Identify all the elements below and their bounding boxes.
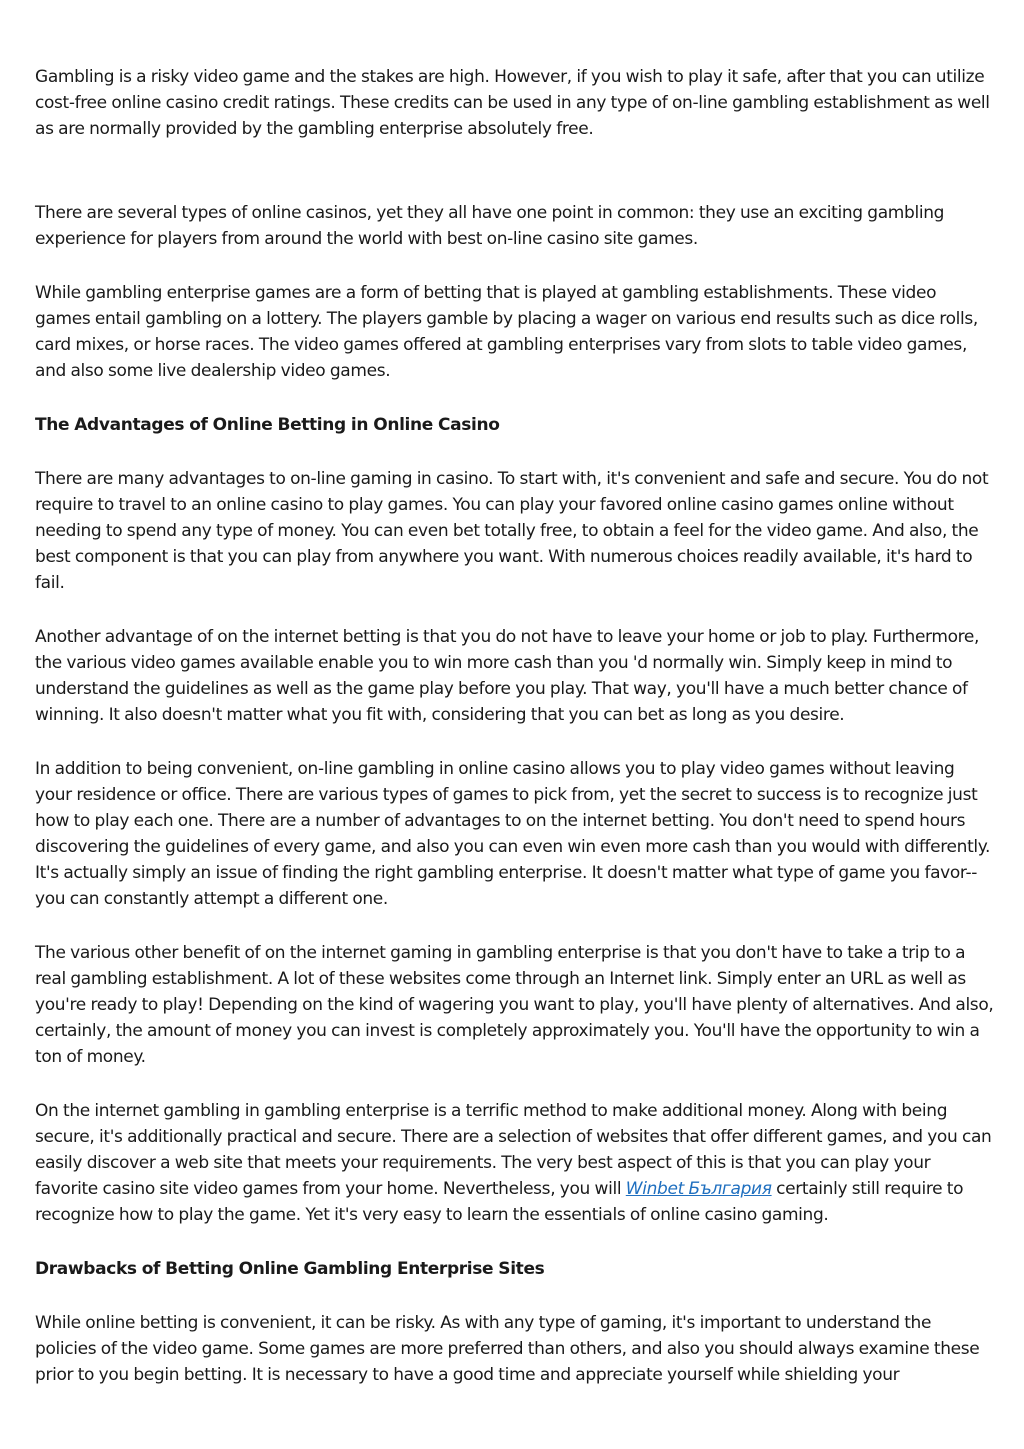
paragraph-advantages-5 — [35, 1098, 995, 1228]
paragraph-advantages-3: In addition to being convenient, on-line gambling in online casino allows you to play video games without leaving your residence or office. There are various types of games to pick from, yet the secret to success is to recognize just how to play each one. There are a number of advantages to on the internet betting. You don't need to spend hours discovering the guidelines of every game, and also you can even win even more cash than you would with differently. It's actually simply an issue of finding the right gambling enterprise. It doesn't matter what type of game you favor-- you can constantly attempt a different one. — [35, 759, 991, 909]
paragraph-advantages-2: Another advantage of on the internet betting is that you do not have to leave your home or job to play. Furthermore, the various video games available enable you to win more cash than you 'd normally win. Simply keep in mind to understand the guidelines as well as the game play before you play. That way, you'll have a much better chance of winning. It also doesn't matter what you fit with, considering that you can bet as long as you desire. — [35, 627, 980, 725]
paragraph-text-after-link: certainly still require to recognize how to play the game. Yet it's very easy to learn the essentials of online casino gaming. — [35, 1179, 964, 1225]
paragraph-casino-games: While gambling enterprise games are a form of betting that is played at gambling establishments. These video games entail gambling on a lottery. The players gamble by placing a wager on various end results such as dice rolls, card mixes, or horse races. The video games offered at gambling enterprises vary from slots to table video games, and also some live dealership video games. — [35, 283, 978, 381]
heading-advantages: The Advantages of Online Betting in Online Casino — [35, 415, 500, 435]
paragraph-text-before-link: On the internet gambling in gambling enterprise is a terrific method to make additional money. Along with being secure, it's additionally practical and secure. There are a selection of websites that offer different games, and you can easily discover a web site that meets your requirements. The very best aspect of this is that you can play your favorite casino site video games from your home. Nevertheless, you will — [35, 1101, 992, 1199]
article-body — [35, 64, 995, 1388]
paragraph-types: There are several types of online casinos, yet they all have one point in common: they use an exciting gambling experience for players from around the world with best on-line casino site games. — [35, 203, 945, 249]
heading-drawbacks: Drawbacks of Betting Online Gambling Enterprise Sites — [35, 1259, 545, 1279]
paragraph-intro: Gambling is a risky video game and the stakes are high. However, if you wish to play it safe, after that you can utilize cost-free online casino credit ratings. These credits can be used in any type of on-line gambling establishment as well as are normally provided by the gambling enterprise absolutely free. — [35, 67, 990, 139]
paragraph-advantages-1: There are many advantages to on-line gaming in casino. To start with, it's convenient and safe and secure. You do not require to travel to an online casino to play games. You can play your favored online casino games online without needing to spend any type of money. You can even bet totally free, to obtain a feel for the video game. And also, the best component is that you can play from anywhere you want. With numerous choices readily available, it's hard to fail. — [35, 469, 989, 593]
paragraph-drawbacks-1: While online betting is convenient, it can be risky. As with any type of gaming, it's important to understand the policies of the video game. Some games are more preferred than others, and also you should always examine these prior to you begin betting. It is necessary to have a good time and appreciate yourself while shielding your — [35, 1313, 980, 1385]
winbet-link[interactable]: Winbet България — [625, 1179, 772, 1199]
paragraph-advantages-4: The various other benefit of on the internet gaming in gambling enterprise is that you don't have to take a trip to a real gambling establishment. A lot of these websites come through an Internet link. Simply enter an URL as well as you're ready to play! Depending on the kind of wagering you want to play, you'll have plenty of alternatives. And also, certainly, the amount of money you can invest is completely approximately you. You'll have the opportunity to win a ton of money. — [35, 943, 994, 1067]
